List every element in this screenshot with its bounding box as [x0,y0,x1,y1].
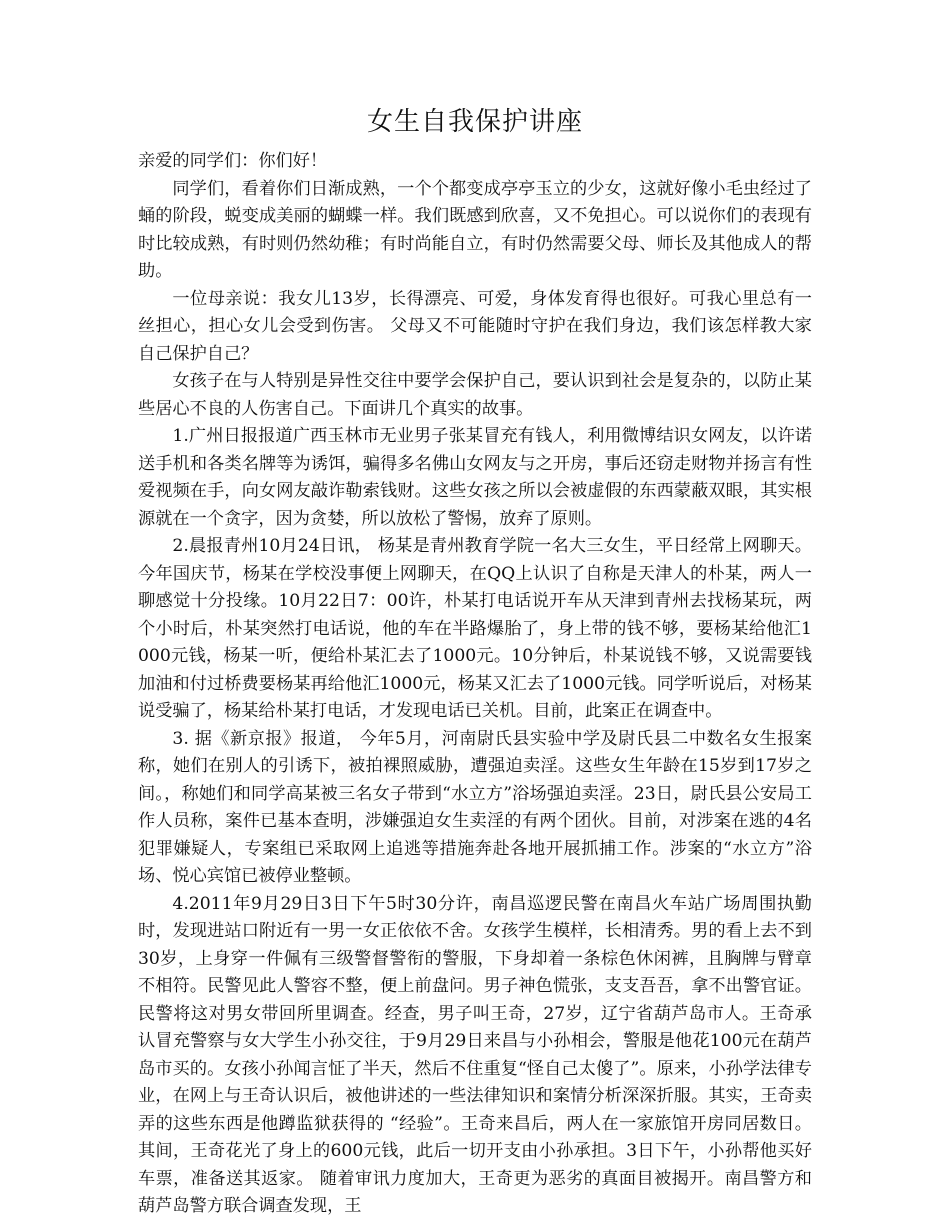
document-page [138,102,812,1221]
paragraph-transition: 女孩子在与人特别是异性交往中要学会保护自己，要认识到社会是复杂的，以防止某些居心不良的人伤害自己。下面讲几个真实的故事。 [138,371,812,419]
paragraph-mother-quote: 一位母亲说：我女儿13岁，长得漂亮、可爱，身体发育得也很好。可我心里总有一丝担心，担心女儿会受到伤害。 父母又不可能随时守护在我们身边，我们该怎样教大家自己保护自己？ [138,288,812,364]
greeting-line: 亲爱的同学们：你们好！ [138,151,328,171]
paragraph-story-2: 2.晨报青州10月24日讯， 杨某是青州教育学院一名大三女生，平日经常上网聊天。今年国庆节，杨某在学校没事便上网聊天，在QQ上认识了自称是天津人的朴某，两人一聊感觉十分投缘。10月22日7：00许，朴某打电话说开车从天津到青州去找杨某玩，两个小时后，朴某突然打电话说，他的车在半路爆胎了，身上带的钱不够，要杨某给他汇1000元钱，杨某一听，便给朴某汇去了1000元。10分钟后，朴某说钱不够，又说需要钱加油和付过桥费要杨某再给他汇1000元，杨某又汇去了1000元钱。同学听说后，对杨某说受骗了，杨某给朴某打电话，才发现电话已关机。目前，此案正在调查中。 [138,536,812,721]
paragraph-story-4: 4.2011年9月29日3日下午5时30分许，南昌巡逻民警在南昌火车站广场周围执勤时，发现进站口附近有一男一女正依依不舍。女孩学生模样，长相清秀。男的看上去不到30岁，上身穿一件佩有三级警督警衔的警服，下身却着一条棕色休闲裤，且胸牌与臂章不相符。民警见此人警容不整，便上前盘问。男子神色慌张，支支吾吾，拿不出警官证。民警将这对男女带回所里调查。经查，男子叫王奇，27岁，辽宁省葫芦岛市人。王奇承认冒充警察与女大学生小孙交往，于9月29日来昌与小孙相会，警服是他花100元在葫芦岛市买的。女孩小孙闻言怔了半天，然后不住重复“怪自己太傻了”。原来，小孙学法律专业，在网上与王奇认识后，被他讲述的一些法律知识和案情分析深深折服。其实，王奇卖弄的这些东西是他蹲监狱获得的 “经验”。王奇来昌后，两人在一家旅馆开房同居数日。其间，王奇花光了身上的600元钱，此后一切开支由小孙承担。3日下午，小孙帮他买好车票，准备送其返家。 随着审讯力度加大，王奇更为恶劣的真面目被揭开。南昌警方和葫芦岛警方联合调查发现，王 [138,893,812,1216]
document-title: 女生自我保护讲座 [366,107,583,137]
paragraph-story-1: 1.广州日报报道广西玉林市无业男子张某冒充有钱人，利用微博结识女网友，以许诺送手机和各类名牌等为诱饵，骗得多名佛山女网友与之开房，事后还窃走财物并扬言有性爱视频在手，向女网友敲诈勒索钱财。这些女孩之所以会被虚假的东西蒙蔽双眼，其实根源就在一个贪字，因为贪婪，所以放松了警惕，放弃了原则。 [138,426,812,529]
paragraph-intro: 同学们，看着你们日渐成熟，一个个都变成亭亭玉立的少女，这就好像小毛虫经过了蛹的阶段，蜕变成美丽的蝴蝶一样。我们既感到欣喜，又不免担心。可以说你们的表现有时比较成熟，有时则仍然幼稚；有时尚能自立，有时仍然需要父母、师长及其他成人的帮助。 [138,178,812,281]
paragraph-story-3: 3. 据《新京报》报道， 今年5月，河南尉氏县实验中学及尉氏县二中数名女生报案称，她们在别人的引诱下，被拍裸照威胁，遭强迫卖淫。这些女生年龄在15岁到17岁之间。，称她们和同学高某被三名女子带到“水立方”浴场强迫卖淫。23日，尉氏县公安局工作人员称，案件已基本查明，涉嫌强迫女生卖淫的有两个团伙。目前，对涉案在逃的4名犯罪嫌疑人，专案组已采取网上追逃等措施奔赴各地开展抓捕工作。涉案的“水立方”浴场、悦心宾馆已被停业整顿。 [138,728,812,886]
